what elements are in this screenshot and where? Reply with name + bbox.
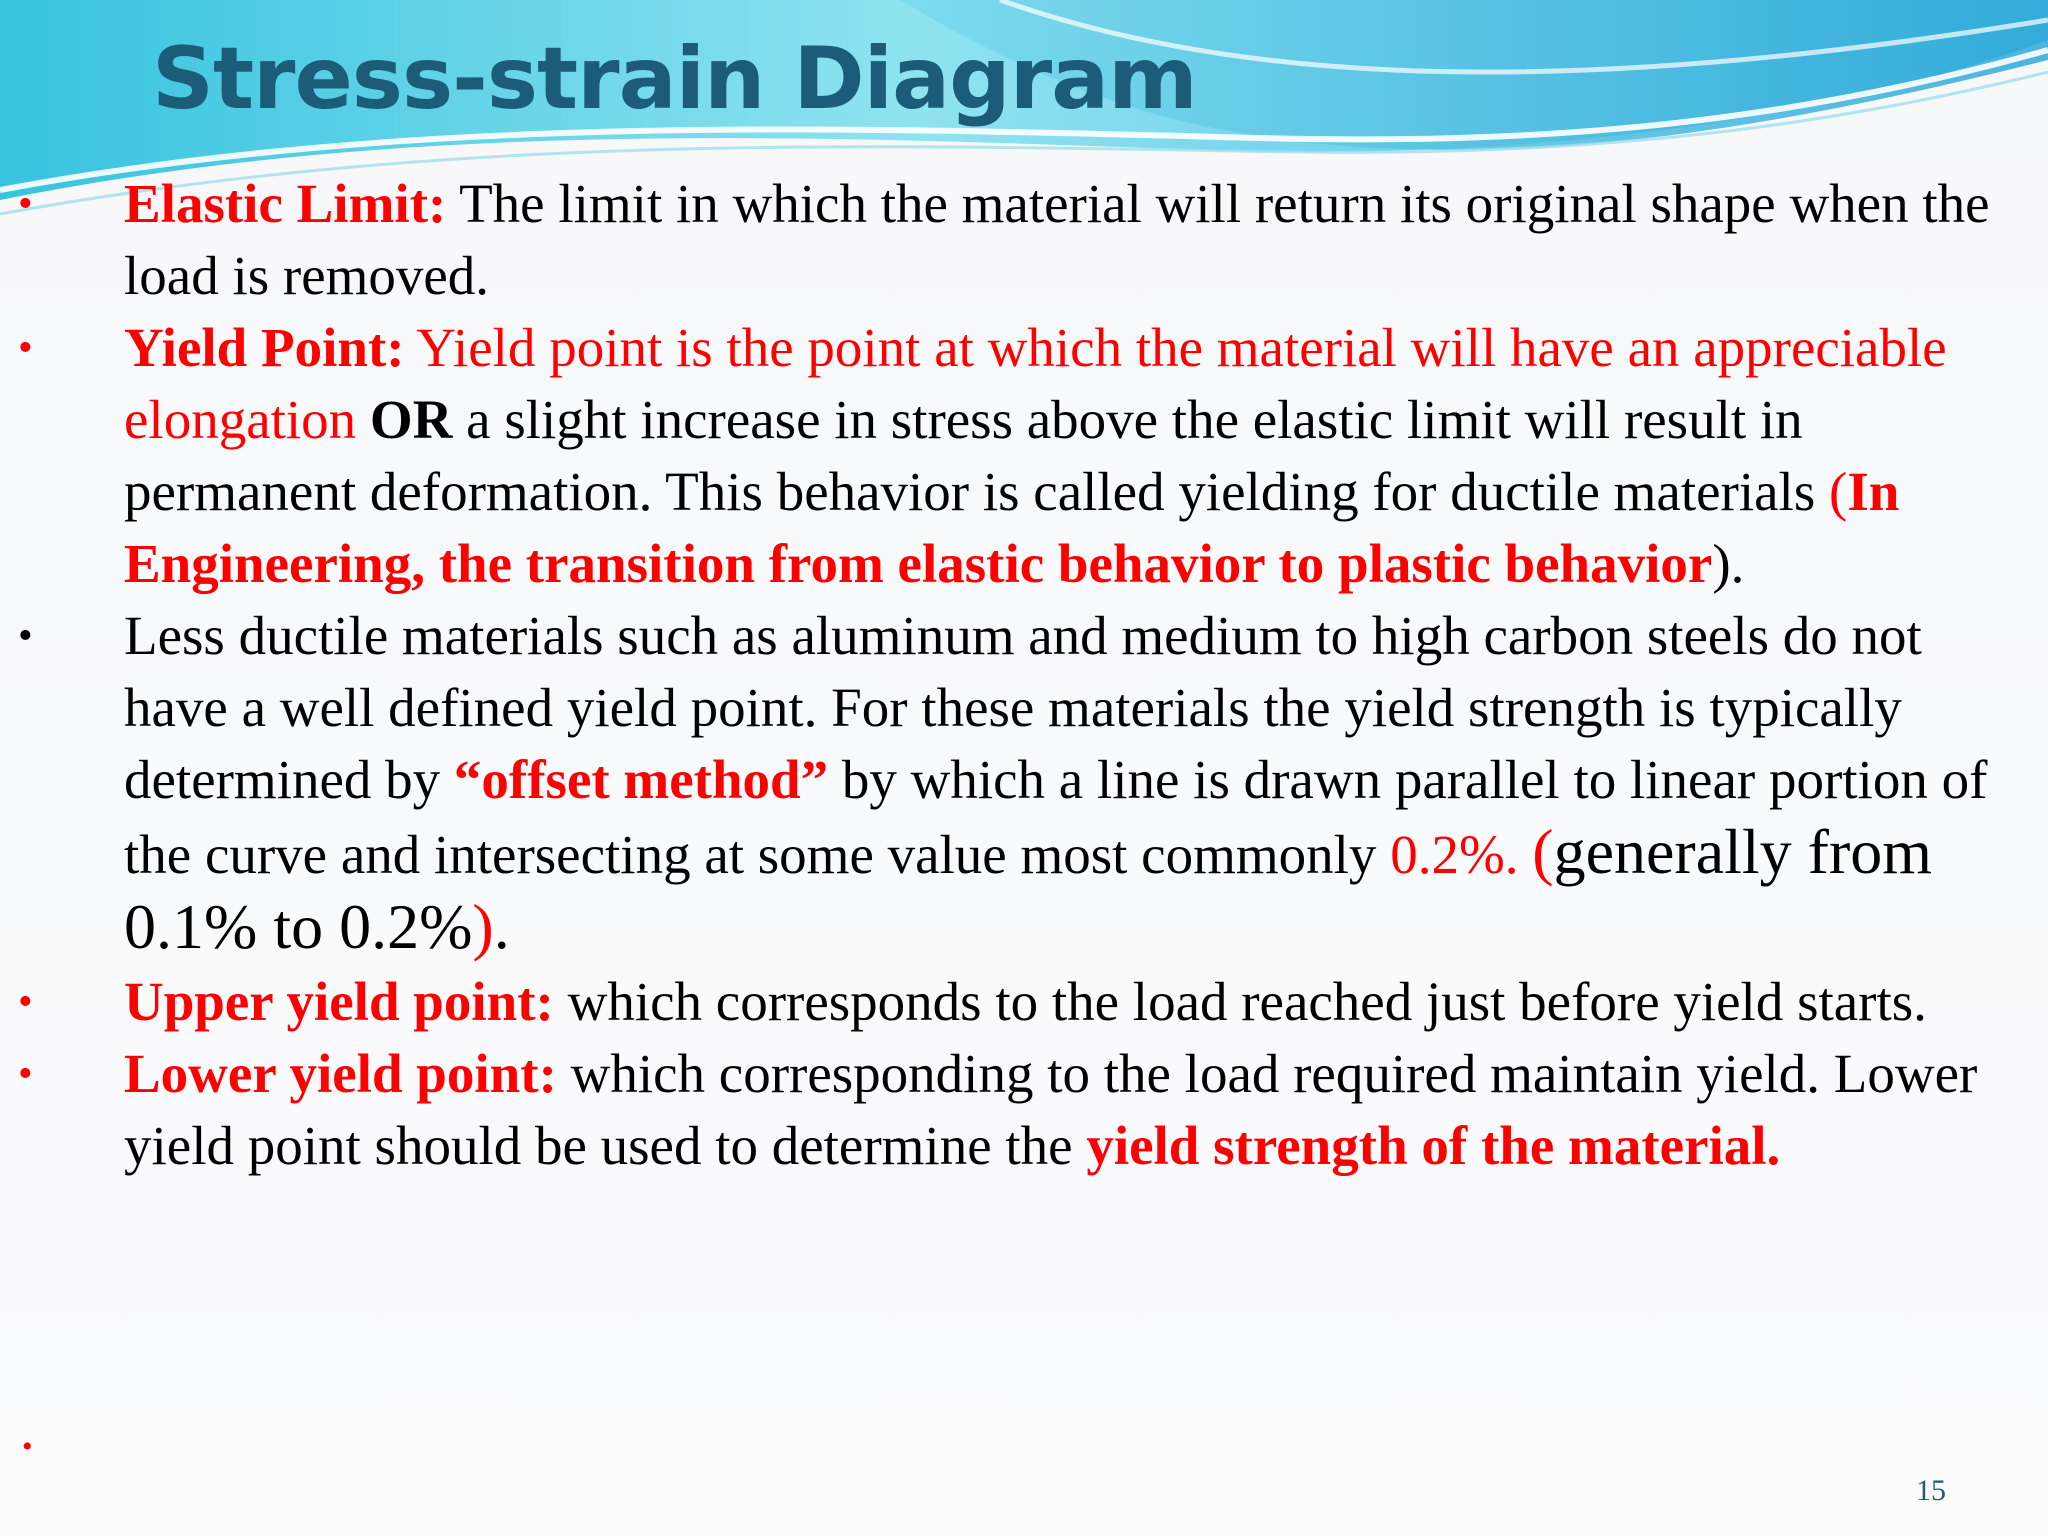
slide-title: Stress-strain Diagram	[152, 29, 1197, 129]
percent-value: 0.2%.	[1390, 824, 1519, 885]
bullet-marker: •	[18, 1051, 33, 1097]
definition-text: Less ductile materials such as aluminum and medium to high carbon steels do not have a well defined yield point. For these materials the yield strength is typically determined by	[124, 605, 1922, 810]
bullet-marker: •	[18, 979, 33, 1025]
page-number: 15	[1916, 1474, 1946, 1507]
yield-strength-emphasis: yield strength of the material.	[1086, 1115, 1781, 1176]
definition-text: which corresponding to the load required maintain yield. Lower yield point should be used to determine the	[124, 1043, 1978, 1176]
sentence-end: .	[1730, 533, 1745, 594]
paren-open: (	[1828, 461, 1848, 522]
definition-text-2: by which a line is drawn parallel to linear portion of the curve and intersecting at some value most commonly	[124, 749, 1988, 885]
term-label: Yield Point:	[124, 317, 405, 378]
bullet-list	[0, 168, 2000, 1182]
percent-range: generally from 0.1% to 0.2%	[124, 816, 1933, 962]
bullet-marker: •	[18, 325, 33, 371]
definition-text: a slight increase in stress above the elastic limit will result in permanent deformation. This behavior is called yielding for ductile materials	[124, 389, 1829, 522]
sentence-end: .	[493, 891, 510, 962]
definition-text: The limit in which the material will return its original shape when the load is removed.	[124, 173, 1990, 306]
definition-text: which corresponds to the load reached just before yield starts.	[553, 971, 1927, 1032]
term-label: Upper yield point:	[124, 971, 554, 1032]
bullet-marker: •	[18, 181, 33, 227]
paren-close: )	[472, 891, 494, 962]
paren-open: (	[1532, 816, 1554, 887]
engineering-note: In Engineering, the transition from elastic behavior to plastic behavior	[124, 461, 1900, 594]
paren-close: )	[1712, 533, 1731, 594]
empty-bullet-marker: •	[22, 1430, 33, 1463]
or-keyword: OR	[369, 389, 453, 450]
definition-text-red: Yield point is the point at which the material will have an appreciable elongation	[124, 317, 1947, 450]
bullet-elastic-limit	[0, 168, 2000, 312]
bullet-upper-yield-point	[0, 966, 2000, 1038]
bullet-yield-point	[0, 312, 2000, 600]
spacer	[1519, 824, 1533, 885]
offset-method-term: “offset method”	[453, 749, 829, 810]
term-label: Lower yield point:	[124, 1043, 557, 1104]
term-label: Elastic Limit:	[124, 173, 447, 234]
bullet-marker: •	[18, 613, 33, 659]
bullet-offset-method	[0, 600, 2000, 966]
bullet-lower-yield-point	[0, 1038, 2000, 1182]
